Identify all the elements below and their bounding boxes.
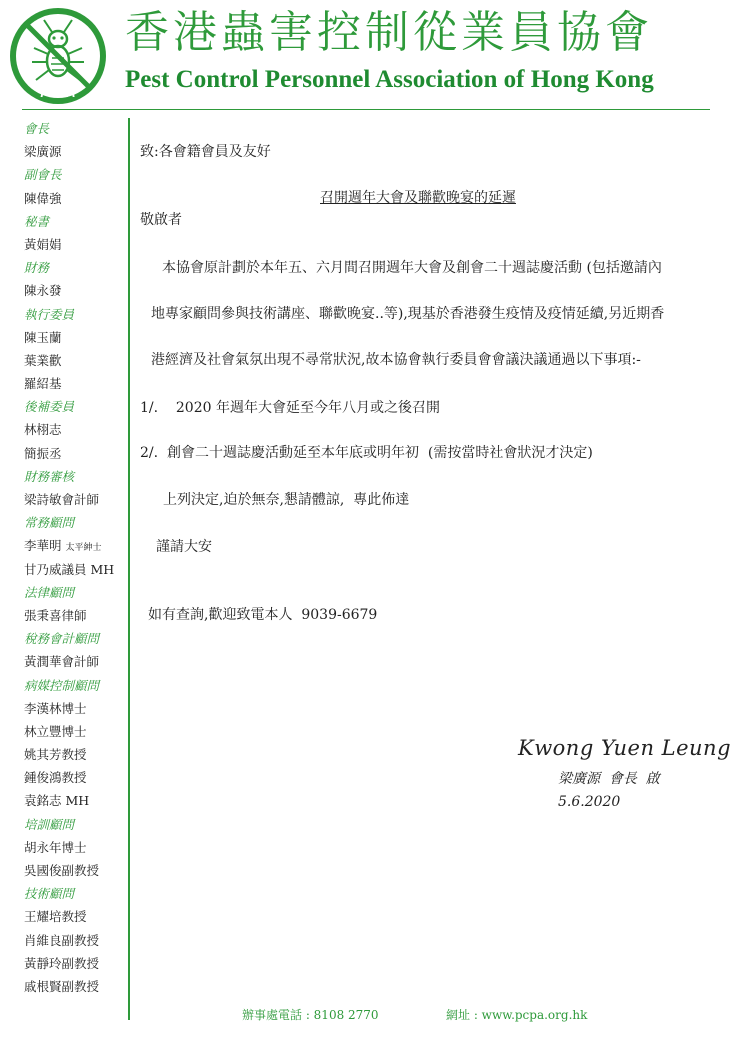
letter-subject: 召開週年大會及聯歡晚宴的延遲: [320, 190, 516, 206]
sidebar-category-heading: [24, 163, 124, 186]
sidebar-item-text: 常務顧問: [24, 515, 75, 531]
sidebar-member-name: [24, 534, 124, 557]
sidebar-item-text: 鍾俊鴻教授: [24, 770, 87, 786]
sidebar-item-text: 肖維良副教授: [24, 932, 100, 948]
sidebar-item-text: 秘書: [24, 213, 50, 229]
sidebar-item-text: 林栩志: [24, 422, 62, 438]
sidebar-item-text: 姚其芳教授: [24, 747, 87, 763]
sidebar-item-text: 陳偉強: [24, 190, 62, 206]
sidebar-item-text: 法律顧問: [24, 584, 75, 600]
sidebar-item-text: 袁銘志 MH: [24, 793, 90, 809]
sidebar-category-heading: [24, 256, 124, 279]
sidebar-member-name: [24, 789, 124, 812]
sidebar-item-suffix: 太平紳士: [65, 543, 102, 554]
sidebar-category-heading: [24, 117, 124, 140]
sidebar-member-name: [24, 279, 124, 302]
association-title-chinese: 香港蟲害控制從業員協會: [125, 7, 653, 58]
sidebar-category-heading: [24, 581, 124, 604]
sidebar-member-name: [24, 952, 124, 975]
sidebar-member-name: [24, 326, 124, 349]
sidebar-item-text: 病媒控制顧問: [24, 677, 100, 693]
sidebar-member-name: [24, 929, 124, 952]
sidebar-category-heading: [24, 511, 124, 534]
sidebar-divider: [128, 118, 130, 1020]
sidebar-member-name: [24, 488, 124, 511]
footer-phone: 辦事處電話 : 8108 2770: [242, 1008, 379, 1022]
sidebar-member-name: [24, 720, 124, 743]
sidebar-member-name: [24, 836, 124, 859]
sidebar-item-text: 技術顧問: [24, 886, 75, 902]
sidebar-member-name: [24, 140, 124, 163]
sidebar-member-name: [24, 697, 124, 720]
sidebar-category-heading: [24, 210, 124, 233]
sidebar-item-text: 後補委員: [24, 399, 75, 415]
regards-line: 謹請大安: [156, 539, 212, 555]
sidebar-category-heading: [24, 303, 124, 326]
sidebar-item-text: 吳國俊副教授: [24, 863, 100, 878]
sidebar-item-text: 會長: [24, 121, 50, 136]
sidebar-item-text: 胡永年博士: [24, 839, 87, 855]
sidebar-item-text: 梁詩敏會計師: [24, 492, 100, 507]
sidebar-item-text: 陳玉蘭: [24, 329, 62, 345]
sidebar-category-heading: [24, 395, 124, 418]
contact-line: 如有查詢,歡迎致電本人 9039-6679: [148, 607, 378, 623]
salutation: 致:各會籍會員及友好: [140, 144, 271, 160]
sidebar-item-text: 黃潤華會計師: [24, 654, 100, 670]
sidebar-member-name: [24, 604, 124, 627]
sidebar-item-text: 梁廣源: [24, 144, 62, 160]
paragraph-line-3: 港經濟及社會氣氛出現不尋常狀況,故本協會執行委員會會議決議通過以下事項:-: [151, 352, 641, 368]
sidebar-member-name: [24, 187, 124, 210]
sidebar-item-text: 葉業歡: [24, 352, 62, 368]
sidebar-member-name: [24, 442, 124, 465]
sidebar-item-text: 張秉喜律師: [24, 607, 87, 623]
header-divider: [22, 109, 710, 110]
sidebar-item-text: 李漢林博士: [24, 700, 87, 716]
greeting: 敬啟者: [140, 212, 182, 228]
sidebar-item-text: 李華明: [24, 538, 62, 554]
sidebar-item-text: 簡振丞: [24, 445, 62, 461]
sidebar-category-heading: [24, 627, 124, 650]
footer-website: 網址 : www.pcpa.org.hk: [446, 1008, 588, 1022]
letter-date: 5.6.2020: [558, 794, 621, 810]
sidebar-item-text: 林立豐博士: [24, 723, 87, 739]
sidebar-member-name: [24, 650, 124, 673]
closing-line: 上列決定,迫於無奈,懇請體諒, 專此佈達: [163, 492, 410, 508]
sidebar-member-name: [24, 233, 124, 256]
resolution-item-2: 2/. 創會二十週誌慶活動延至本年底或明年初 (需按當時社會狀況才決定): [140, 445, 593, 461]
paragraph-line-1: 本協會原計劃於本年五、六月間召開週年大會及創會二十週誌慶活動 (包括邀請內: [162, 260, 662, 276]
sidebar-item-text: 羅紹基: [24, 376, 62, 392]
sidebar-member-name: [24, 349, 124, 372]
sidebar-item-text: 黃靜玲副教授: [24, 955, 100, 971]
sidebar-category-heading: [24, 813, 124, 836]
sidebar-item-text: 稅務會計顧問: [24, 631, 100, 647]
sidebar-member-name: [24, 766, 124, 789]
committee-sidebar: [24, 117, 124, 998]
sidebar-member-name: [24, 743, 124, 766]
resolution-item-1: 1/. 2020 年週年大會延至今年八月或之後召開: [140, 400, 440, 416]
sidebar-item-text: 副會長: [24, 167, 62, 183]
sidebar-member-name: [24, 975, 124, 998]
sidebar-item-text: 財務: [24, 260, 50, 276]
sidebar-item-text: 培訓顧問: [24, 816, 75, 832]
sidebar-item-text: 執行委員: [24, 306, 75, 322]
signatory-line: 梁廣源 會長 啟: [558, 771, 660, 787]
sidebar-item-text: 財務審核: [24, 468, 75, 484]
sidebar-category-heading: [24, 674, 124, 697]
sidebar-item-text: 王耀培教授: [24, 909, 87, 925]
sidebar-member-name: [24, 859, 124, 882]
sidebar-member-name: [24, 905, 124, 928]
sidebar-item-text: 戚根賢副教授: [24, 978, 100, 994]
sidebar-member-name: [24, 558, 124, 581]
paragraph-line-2: 地專家顧問參與技術講座、聯歡晚宴..等),現基於香港發生疫情及疫情延續,另近期香: [151, 306, 665, 322]
svg-text:PCPA: PCPA: [40, 85, 76, 100]
sidebar-item-text: 黃娟娟: [24, 236, 62, 252]
sidebar-member-name: [24, 372, 124, 395]
sidebar-category-heading: [24, 882, 124, 905]
pcpa-logo: [8, 6, 108, 106]
handwritten-signature: Kwong Yuen Leung: [518, 736, 732, 760]
sidebar-item-text: 陳永發: [24, 283, 62, 299]
sidebar-category-heading: [24, 465, 124, 488]
association-title-english: Pest Control Personnel Association of Hong Kong: [125, 66, 654, 93]
sidebar-item-text: 甘乃威議員 MH: [24, 561, 115, 577]
sidebar-member-name: [24, 418, 124, 441]
